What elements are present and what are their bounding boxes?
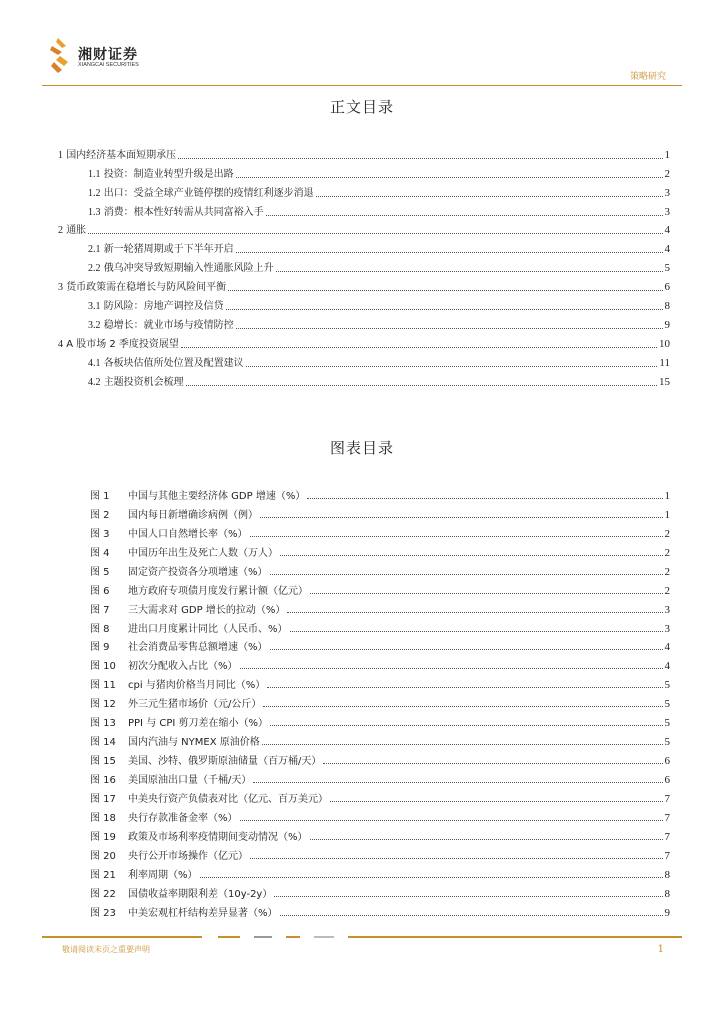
footer-disclaimer: 敬请阅读末页之重要声明 [62,945,150,954]
figure-label: 图 21 [90,869,116,881]
figure-title: 中国与其他主要经济体 GDP 增速（%） [128,490,306,502]
leader-dots [246,366,658,367]
leader-dots [290,631,663,632]
toc-entry-title: 出口：受益全球产业链停摆的疫情红利逐步消退 [103,187,314,199]
figure-page: 9 [664,906,670,919]
leader-dots [228,290,662,291]
figure-page: 1 [664,489,670,502]
leader-dots [270,725,662,726]
leader-dots [310,593,663,594]
figure-title: 国内每日新增确诊病例（例） [128,509,258,521]
leader-dots [262,744,663,745]
figure-label: 图 3 [90,528,110,540]
toc-entry-number: 4.1 [88,357,101,369]
figure-entry[interactable] [90,767,670,786]
leader-dots [270,574,663,575]
leader-dots [280,555,663,556]
figures-title: 图表目录 [329,439,394,457]
figure-label: 图 22 [90,888,116,900]
figure-title: 地方政府专项债月度发行累计额（亿元） [128,585,308,597]
leader-dots [270,649,663,650]
leader-dots [310,839,663,840]
figure-label: 图 6 [90,585,110,597]
toc-entry-page: 8 [664,300,670,313]
toc-entry-title: 主题投资机会梳理 [103,376,184,388]
table-of-contents [58,143,670,389]
figure-label: 图 20 [90,850,116,862]
toc-entry[interactable] [58,351,670,370]
figure-page: 4 [664,660,670,673]
leader-dots [266,215,663,216]
figure-entry[interactable] [90,502,670,521]
figure-title: 外三元生猪市场价（元/公斤） [128,699,262,711]
toc-entry-number: 3 [58,282,63,294]
toc-entry-page: 15 [659,375,670,388]
figure-entry[interactable] [90,635,670,654]
header-divider [42,85,682,86]
toc-entry-page: 5 [664,262,670,275]
toc-entry[interactable] [58,313,670,332]
toc-entry-title: 投资：制造业转型升级是出路 [103,168,234,180]
figure-entry[interactable] [90,672,670,691]
leader-dots [307,498,662,499]
figure-page: 8 [664,868,670,881]
toc-entry-title: 国内经济基本面短期承压 [66,149,177,161]
toc-entry-title: 俄乌冲突导致短期输入性通胀风险上升 [103,263,274,275]
toc-entry-title: 各板块估值所处位置及配置建议 [103,357,244,369]
toc-entry[interactable] [58,275,670,294]
leader-dots [267,687,662,688]
figure-label: 图 18 [90,812,116,824]
toc-entry-page: 6 [664,281,670,294]
figure-label: 图 4 [90,547,110,559]
leader-dots [178,158,662,159]
figure-label: 图 16 [90,775,116,786]
figure-page: 2 [664,546,670,559]
figure-label: 图 7 [90,604,110,616]
figure-title: 中国人口自然增长率（%） [128,528,248,540]
leader-dots [236,328,663,329]
figure-entry[interactable] [90,483,670,502]
leader-dots [236,252,663,253]
brand-name-cn: 湘财证券 [78,47,138,63]
figure-entry[interactable] [90,900,670,919]
figure-title: 社会消费品零售总额增速（%） [128,642,268,654]
leader-dots [250,536,663,537]
toc-entry[interactable] [58,200,670,219]
page-number: 1 [657,944,664,955]
figure-label: 图 8 [90,623,110,635]
figure-title: cpi 与猪肉价格当月同比（%） [128,680,266,692]
figure-entry[interactable] [90,616,670,635]
figure-title: 央行存款准备金率（%） [128,812,238,824]
toc-entry[interactable] [58,181,670,200]
toc-entry-number: 1.1 [88,168,101,180]
figure-page: 6 [664,774,670,786]
toc-entry[interactable] [58,219,670,238]
figure-entry[interactable] [90,881,670,900]
figure-title: 国债收益率期限利差（10y-2y） [128,888,273,900]
leader-dots [330,801,663,802]
figure-title: 固定资产投资各分项增速（%） [128,566,268,578]
leader-dots [88,233,662,234]
figure-label: 图 2 [90,509,110,521]
leader-dots [236,177,663,178]
toc-entry[interactable] [58,162,670,181]
figure-title: 美国、沙特、俄罗斯原油储量（百万桶/天） [128,756,322,768]
leader-dots [186,385,657,386]
figure-entry[interactable] [90,521,670,540]
figure-title: 中国历年出生及死亡人数（万人） [128,547,278,559]
toc-entry-page: 10 [659,337,670,350]
figure-title: 央行公开市场操作（亿元） [128,850,248,862]
toc-entry-page: 4 [664,243,670,256]
figure-label: 图 15 [90,756,116,768]
toc-entry-number: 3.1 [88,301,101,313]
figure-label: 图 14 [90,737,116,749]
figure-entry[interactable] [90,786,670,805]
figure-page: 5 [664,736,670,749]
figure-page: 5 [664,717,670,730]
figure-label: 图 12 [90,699,116,711]
figure-entry[interactable] [90,843,670,862]
toc-entry[interactable] [58,237,670,256]
toc-entry-page: 3 [664,186,670,199]
toc-entry[interactable] [58,294,670,313]
figure-page: 3 [664,603,670,616]
figure-page: 7 [664,811,670,824]
figure-label: 图 9 [90,642,110,654]
figure-page: 2 [664,565,670,578]
leader-dots [274,896,662,897]
figure-entry[interactable] [90,540,670,559]
toc-entry-title: 通胀 [66,225,87,237]
figure-title: 政策及市场利率疫情期间变动情况（%） [128,831,308,843]
toc-entry-number: 4 [58,338,63,350]
leader-dots [240,668,663,669]
toc-entry-page: 1 [664,148,670,161]
leader-dots [323,763,662,764]
toc-entry-page: 4 [664,224,670,237]
figure-label: 图 5 [90,566,110,578]
toc-entry-number: 1.3 [88,206,101,218]
leader-dots [181,347,657,348]
figure-title: 中美央行资产负债表对比（亿元、百万美元） [128,793,328,805]
figure-label: 图 10 [90,661,116,673]
figure-page: 8 [664,887,670,900]
toc-entry-page: 11 [659,356,670,369]
toc-entry[interactable] [58,256,670,275]
toc-entry-title: 新一轮猪周期或于下半年开启 [103,244,234,256]
company-logo [46,36,156,80]
figure-entry[interactable] [90,729,670,748]
figure-label: 图 19 [90,831,116,843]
figure-title: 中美宏观杠杆结构差异显著（%） [128,907,278,919]
footer-divider [42,936,682,938]
toc-entry-title: 防风险：房地产调控及信贷 [103,301,224,313]
figure-page: 5 [664,698,670,711]
toc-entry-number: 3.2 [88,319,101,331]
leader-dots [316,196,663,197]
toc-title: 正文目录 [329,98,394,116]
figure-entry[interactable] [90,559,670,578]
figure-entry[interactable] [90,691,670,710]
toc-entry-page: 2 [664,167,670,180]
figure-entry[interactable] [90,578,670,597]
figure-entry[interactable] [90,805,670,824]
leader-dots [200,877,663,878]
toc-entry-title: 消费：根本性好转需从共同富裕入手 [103,206,264,218]
figure-entry[interactable] [90,748,670,767]
toc-entry-number: 2.1 [88,244,101,256]
toc-entry-number: 4.2 [88,376,101,388]
toc-entry-title: 稳增长：就业市场与疫情防控 [103,319,234,331]
figure-entry[interactable] [90,597,670,616]
leader-dots [263,706,662,707]
figure-title: 美国原油出口量（千桶/天） [128,775,252,786]
leader-dots [260,517,663,518]
brand-name-en: XIANGCAI SECURITIES [78,62,139,68]
figure-title: 利率周期（%） [128,869,198,881]
figure-entry[interactable] [90,824,670,843]
figure-label: 图 13 [90,718,116,730]
leader-dots [276,271,663,272]
xiangcai-logo-icon [46,36,74,76]
toc-entry-page: 3 [664,205,670,218]
toc-entry-number: 1.2 [88,187,101,199]
toc-entry[interactable] [58,332,670,351]
figure-page: 2 [664,584,670,597]
figure-label: 图 23 [90,907,116,919]
figure-page: 7 [664,830,670,843]
figure-title: 国内汽油与 NYMEX 原油价格 [128,737,260,749]
figure-page: 5 [664,679,670,692]
figure-entry[interactable] [90,653,670,672]
figure-page: 6 [664,755,670,768]
figure-entry[interactable] [90,710,670,729]
leader-dots [226,309,663,310]
toc-entry-title: 货币政策需在稳增长与防风险间平衡 [66,282,227,294]
toc-entry-title: A 股市场 2 季度投资展望 [66,338,179,350]
leader-dots [250,858,663,859]
toc-entry-number: 1 [58,149,63,161]
toc-entry[interactable] [58,370,670,389]
figures-list [90,483,670,919]
toc-entry-number: 2 [58,225,63,237]
figure-label: 图 1 [90,490,110,502]
figure-page: 2 [664,527,670,540]
toc-entry-number: 2.2 [88,263,101,275]
figure-title: 进出口月度累计同比（人民币、%） [128,623,288,635]
figure-page: 3 [664,622,670,635]
figure-page: 7 [664,849,670,862]
leader-dots [240,820,663,821]
leader-dots [287,612,662,613]
figure-page: 4 [664,641,670,654]
leader-dots [280,915,663,916]
figure-entry[interactable] [90,862,670,881]
report-type: 策略研究 [629,72,666,82]
toc-entry-page: 9 [664,318,670,331]
figure-title: 三大需求对 GDP 增长的拉动（%） [128,604,286,616]
figure-page: 7 [664,792,670,805]
figure-label: 图 17 [90,793,116,805]
toc-entry[interactable] [58,143,670,162]
figure-title: PPI 与 CPI 剪刀差在缩小（%） [128,718,269,730]
figure-page: 1 [664,508,670,521]
figure-title: 初次分配收入占比（%） [128,661,238,673]
leader-dots [253,782,662,783]
figure-label: 图 11 [90,680,116,692]
